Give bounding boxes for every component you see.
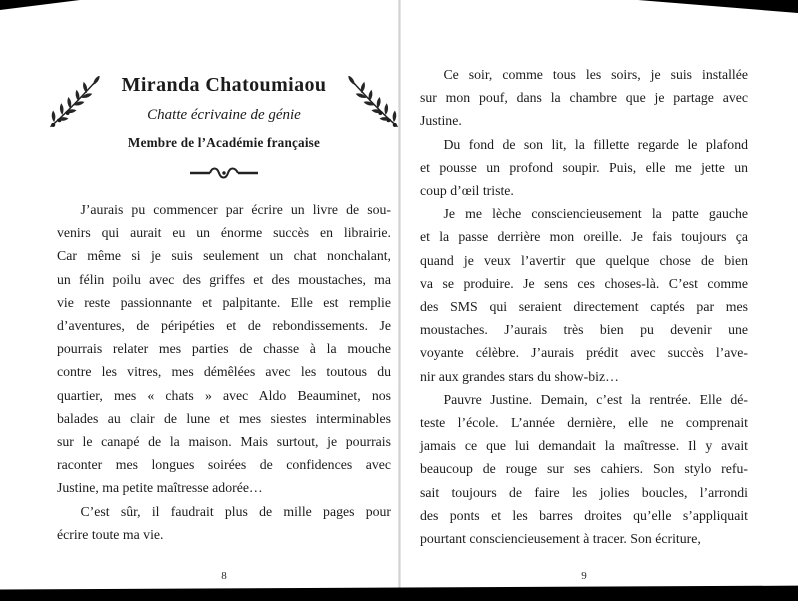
text-line: jamais ce que lui demandait la maîtresse. Il y avait	[420, 438, 748, 454]
text-line: moustaches. J’aurais très bien pu devenir une	[420, 322, 748, 338]
text-line: Ce soir, comme tous les soirs, je suis installée	[443, 67, 748, 82]
text-line: écrire toute ma vie.	[57, 526, 164, 542]
text-line: teste l’école. L’année dernière, elle ne comprenait	[420, 415, 748, 431]
text-line: coup d’œil triste.	[420, 183, 514, 199]
text-line: contre les vitres, mes démêlées avec les toutous du	[57, 364, 391, 380]
page-subtitle: Chatte écrivaine de génie	[147, 107, 301, 123]
text-line: des ponts et les barres droites qu’elle s’appliquait	[420, 507, 748, 523]
text-line: voyante célèbre. J’aurais prédit avec succès l’ave-	[420, 345, 748, 361]
paragraph	[420, 63, 748, 133]
text-line: des SMS qui seraient directement captés par mes	[420, 299, 748, 315]
text-line: venirs qui aurait eu un énorme succès en librairie.	[57, 225, 391, 241]
text-line: vie reste passionnante et palpitante. Elle est remplie	[57, 294, 391, 310]
text-line: quartier, mes « chats » avec Aldo Beauminet, nos	[57, 387, 391, 403]
page-number-left: 8	[221, 570, 227, 582]
text-line: J’aurais pu commencer par écrire un livre de sou-	[80, 202, 391, 217]
text-line: et pousse un profond soupir. Puis, elle me jette un	[420, 159, 748, 175]
page-right	[399, 0, 798, 601]
paragraph	[420, 388, 748, 550]
text-line: quand je veux l’avertir que quelque chose de bien	[420, 252, 748, 268]
text-line: va se produire. Je sens ces choses-là. C’est comme	[420, 275, 748, 291]
olive-branch-right-icon	[345, 76, 403, 134]
text-line: sur mon pouf, dans la chambre que je partage avec	[420, 90, 748, 106]
page-title: Miranda Chatoumiaou	[121, 74, 327, 96]
paragraph	[57, 198, 391, 500]
text-line: nir aux grandes stars du show-biz…	[420, 368, 619, 384]
text-line: Du fond de son lit, la fillette regarde le plafond	[443, 136, 748, 152]
text-line: d’aventures, de péripéties et de rebondissements. Je	[57, 318, 391, 334]
page-body-right	[420, 63, 748, 550]
paragraph	[57, 500, 391, 546]
text-line: Justine, ma petite maîtresse adorée…	[57, 480, 263, 496]
text-line: Je me lèche consciencieusement la patte gauche	[443, 206, 748, 222]
affiliation-line: Membre de l’Académie française	[127, 135, 321, 150]
text-line: pourrais relater mes parties de chasse à la mouche	[57, 341, 391, 357]
text-line: Pauvre Justine. Demain, c’est la rentrée. Elle dé-	[443, 391, 748, 407]
paragraph	[420, 133, 748, 203]
text-line: pourtant consciencieusement à tracer. Son écriture,	[420, 531, 701, 547]
text-line: sur le canapé de la maison. Mais surtout, je pourrais	[57, 434, 391, 450]
text-line: raconter mes longues soirées de confidences avec	[57, 457, 391, 473]
chapter-header	[57, 60, 391, 182]
page-number-right: 9	[581, 570, 587, 582]
page-body-left	[57, 198, 391, 546]
text-line: balades au clair de lune et mes siestes interminables	[57, 410, 391, 426]
text-line: sait toujours de faire les jolies boucles, l’arrondi	[420, 484, 748, 500]
olive-branch-left-icon	[45, 76, 103, 134]
text-line: Car même si je suis seulement un chat nonchalant,	[57, 248, 391, 264]
text-line: un félin poilu avec des griffes et des moustaches, ma	[57, 271, 391, 287]
text-line: Justine.	[420, 113, 462, 129]
paragraph	[420, 202, 748, 388]
vine-divider-icon	[57, 164, 391, 182]
text-line: C’est sûr, il faudrait plus de mille pages pour	[80, 503, 391, 519]
text-line: et la passe derrière mon oreille. Je fais toujours ça	[420, 229, 748, 245]
text-line: beaucoup de rouge sur ses cahiers. Son stylo refu-	[420, 461, 748, 477]
page-gutter-shadow	[398, 0, 401, 601]
